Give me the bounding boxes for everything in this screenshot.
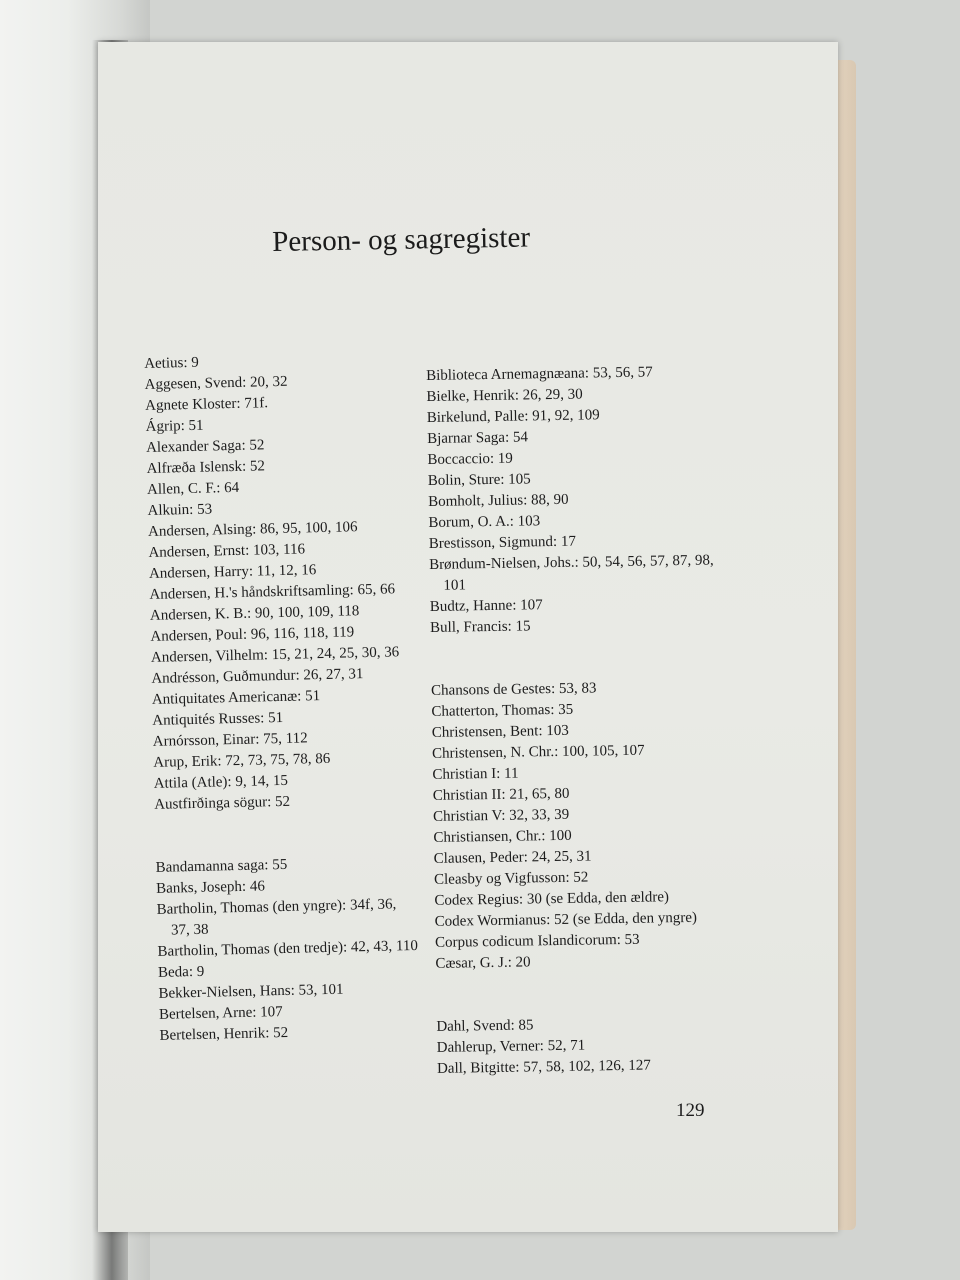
index-entry: Budtz, Hanne: 107	[429, 597, 543, 615]
index-entry: Agnete Kloster: 71f.	[144, 395, 269, 414]
index-entry: Antiquités Russes: 51	[152, 709, 284, 729]
index-entry: Brestisson, Sigmund: 17	[428, 533, 577, 552]
index-entry: Christiansen, Chr.: 100	[433, 827, 572, 846]
index-column-right	[426, 361, 727, 1079]
page-title: Person- og sagregister	[272, 221, 531, 258]
index-entry: Bartholin, Thomas (den tredje): 42, 43, 110	[157, 937, 419, 960]
index-entry: Dahlerup, Verner: 52, 71	[436, 1037, 586, 1056]
index-entry: Bartholin, Thomas (den yngre): 34f, 36, 37, 38	[156, 896, 397, 939]
index-entry: Beda: 9	[157, 963, 205, 981]
index-entry: Bielke, Henrik: 26, 29, 30	[426, 386, 583, 405]
index-entry: Banks, Joseph: 46	[155, 878, 266, 897]
index-entry: Chatterton, Thomas: 35	[431, 701, 574, 720]
index-entry: Borum, O. A.: 103	[428, 513, 541, 531]
index-entry: Allen, C. F.: 64	[146, 479, 240, 498]
index-entry: Andersen, H.'s håndskriftsamling: 65, 66	[149, 581, 396, 603]
index-entry: Ágrip: 51	[145, 417, 204, 435]
index-entry: Biblioteca Arnemagnæana: 53, 56, 57	[426, 364, 653, 384]
index-entry: Bolin, Sture: 105	[427, 471, 531, 489]
index-entry: Bull, Francis: 15	[429, 618, 531, 636]
index-entry: Christian I: 11	[432, 765, 519, 783]
index-entry: Andersen, Harry: 11, 12, 16	[148, 562, 317, 582]
index-entry: Christian V: 32, 33, 39	[432, 806, 570, 825]
index-entry: Brøndum-Nielsen, Johs.: 50, 54, 56, 57, 87, 98, 101	[429, 552, 714, 594]
index-entry: Bekker-Nielsen, Hans: 53, 101	[158, 981, 344, 1002]
index-entry: Cæsar, G. J.: 20	[435, 954, 531, 972]
index-entry: Aetius: 9	[144, 354, 199, 372]
index-entry: Bertelsen, Arne: 107	[158, 1004, 283, 1023]
index-entry: Andersen, Ernst: 103, 116	[148, 541, 306, 561]
index-entry: Andersen, Alsing: 86, 95, 100, 106	[147, 519, 358, 540]
index-entry: Alfræða Islensk: 52	[146, 458, 266, 477]
index-entry: Cleasby og Vigfusson: 52	[433, 869, 589, 888]
index-entry: Codex Wormianus: 52 (se Edda, den yngre)	[434, 909, 698, 930]
index-entry: Attila (Atle): 9, 14, 15	[153, 772, 289, 792]
index-entry: Andersen, Vilhelm: 15, 21, 24, 25, 30, 36	[150, 644, 400, 666]
index-entry: Andersen, K. B.: 90, 100, 109, 118	[149, 603, 360, 624]
index-entry: Corpus codicum Islandicorum: 53	[434, 931, 640, 951]
index-entry: Bjarnar Saga: 54	[427, 429, 529, 447]
index-entry: Austfirðinga sögur: 52	[154, 793, 291, 813]
index-entry: Birkelund, Palle: 91, 92, 109	[426, 407, 600, 426]
index-entry: Arup, Erik: 72, 73, 75, 78, 86	[153, 750, 331, 771]
index-entry: Bomholt, Julius: 88, 90	[428, 491, 569, 510]
index-entry: Aggesen, Svend: 20, 32	[144, 373, 288, 393]
index-entry: Bertelsen, Henrik: 52	[159, 1024, 289, 1044]
index-entry: Alkuin: 53	[147, 501, 213, 519]
index-entry: Andersen, Poul: 96, 116, 118, 119	[150, 624, 355, 645]
index-entry: Chansons de Gestes: 53, 83	[430, 680, 597, 699]
index-entry: Codex Regius: 30 (se Edda, den ældre)	[434, 889, 670, 909]
index-entry: Alexander Saga: 52	[145, 437, 265, 456]
index-entry: Boccaccio: 19	[427, 450, 513, 468]
index-entry: Dahl, Svend: 85	[436, 1017, 534, 1035]
index-entry: Arnórsson, Einar: 75, 112	[152, 730, 308, 750]
index-entry: Antiquitates Americanæ: 51	[151, 688, 321, 708]
page-number: 129	[676, 1100, 705, 1121]
index-entry: Christensen, Bent: 103	[431, 722, 569, 741]
index-entry: Christensen, N. Chr.: 100, 105, 107	[431, 742, 645, 762]
index-entry: Bandamanna saga: 55	[155, 856, 288, 876]
index-column-left	[144, 348, 422, 1047]
index-entry: Clausen, Peder: 24, 25, 31	[433, 848, 592, 867]
index-entry: Dall, Bitgitte: 57, 58, 102, 126, 127	[436, 1057, 651, 1077]
index-entry: Christian II: 21, 65, 80	[432, 785, 570, 804]
index-entry: Andrésson, Guðmundur: 26, 27, 31	[151, 666, 364, 687]
